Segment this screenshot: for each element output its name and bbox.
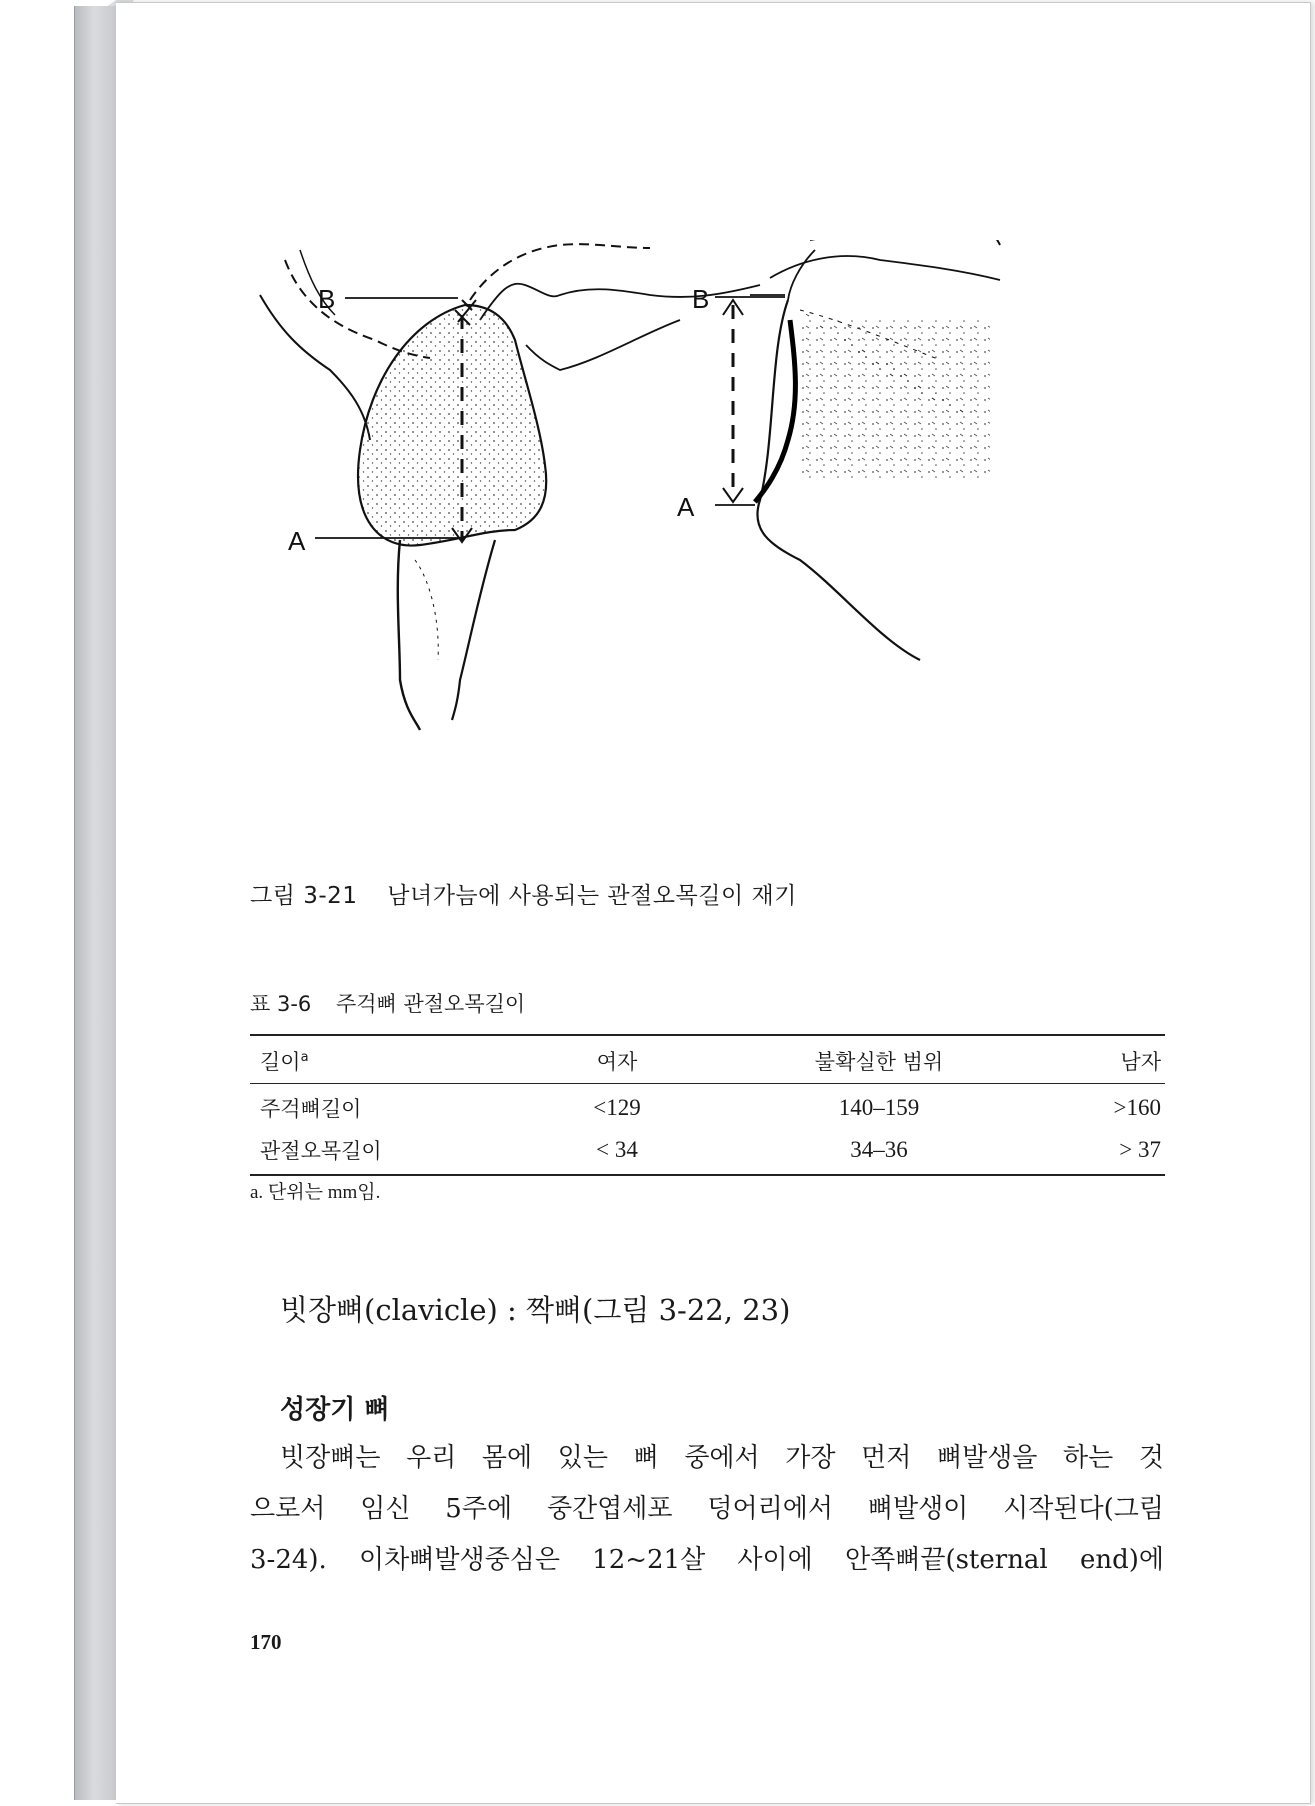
figure-caption-text: 남녀가늠에 사용되는 관절오목길이 재기 [387, 883, 797, 909]
label-a-left: A [288, 526, 306, 556]
body-paragraph [250, 1433, 1164, 1586]
table-title-text: 주걱뼈 관절오목길이 [335, 992, 526, 1016]
page-number: 170 [250, 1630, 282, 1654]
table-row [250, 1084, 1165, 1130]
table-title-number: 표 3-6 [250, 992, 312, 1016]
figure-illustration [240, 240, 1160, 860]
figure-caption-number: 그림 3-21 [250, 883, 358, 909]
figure-glenoid-measurement [240, 240, 1160, 860]
subheading-growing-bone: 성장기 뼈 [280, 1395, 390, 1425]
book-spine [74, 6, 118, 1800]
uncertain-range-value: 34–36 [850, 1137, 908, 1162]
left-glenoid-drawing [260, 244, 760, 730]
section-title-clavicle: 빗장뼈(clavicle) : 짝뼈(그림 3-22, 23) [280, 1293, 791, 1327]
row-label: 주걱뼈길이 [260, 1097, 362, 1121]
male-value: >160 [1113, 1095, 1161, 1120]
paragraph-line: 으로서 임신 5주에 중간엽세포 덩어리에서 뼈발생이 시작된다(그림 [250, 1494, 1164, 1524]
column-header-male: 남자 [1120, 1050, 1161, 1074]
label-a-right: A [677, 492, 695, 522]
female-value: < 34 [596, 1137, 638, 1162]
paragraph-line: 빗장뼈는 우리 몸에 있는 뼈 중에서 가장 먼저 뼈발생을 하는 것 [280, 1443, 1164, 1473]
row-label: 관절오목길이 [260, 1139, 382, 1163]
table-header-row [250, 1035, 1165, 1084]
uncertain-range-value: 140–159 [838, 1095, 920, 1120]
label-b-right: B [692, 284, 710, 314]
table-title [250, 988, 525, 1018]
glenoid-length-table [250, 1034, 1165, 1176]
label-b-left: B [318, 284, 336, 314]
male-value: > 37 [1119, 1137, 1161, 1162]
footnote-mark: a [300, 1050, 309, 1065]
figure-caption [250, 877, 797, 910]
right-glenoid-drawing [715, 240, 1000, 660]
table-row [250, 1129, 1165, 1175]
paragraph-line: 3-24). 이차뼈발생중심은 12~21살 사이에 안쪽뼈끝(sternal end)에 [250, 1545, 1164, 1575]
table-footnote: a. 단위는 mm임. [250, 1182, 381, 1203]
column-header-uncertain-range: 불확실한 범위 [814, 1050, 944, 1074]
column-header-female: 여자 [596, 1050, 638, 1074]
column-header-length: 길이$^a$ [260, 1050, 309, 1074]
female-value: <129 [593, 1095, 641, 1120]
